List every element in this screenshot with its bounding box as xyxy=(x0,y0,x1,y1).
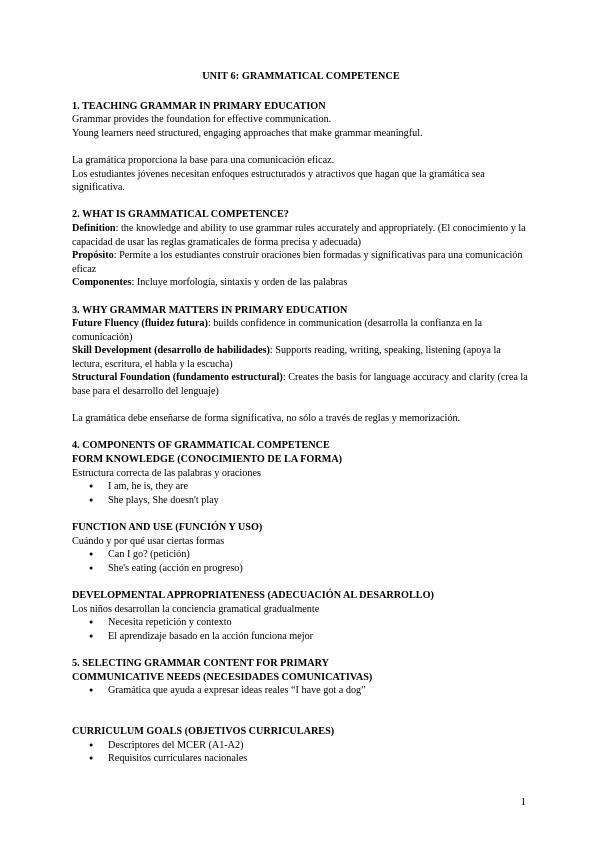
list-item: ● I am, he is, they are xyxy=(72,480,530,494)
list-item: ● Descriptores del MCER (A1-A2) xyxy=(72,739,530,753)
document-title: UNIT 6: GRAMMATICAL COMPETENCE xyxy=(202,71,400,82)
skill-development-paragraph xyxy=(72,344,530,371)
section-1-heading: 1. TEACHING GRAMMAR IN PRIMARY EDUCATION xyxy=(72,100,326,112)
definition-label: Definition xyxy=(72,222,116,234)
form-knowledge-heading: FORM KNOWLEDGE (CONOCIMIENTO DE LA FORMA) xyxy=(72,454,343,466)
structural-foundation-paragraph xyxy=(72,371,530,398)
structural-foundation-label: Structural Foundation (fundamento estructural) xyxy=(72,372,283,384)
list-item: ● El aprendizaje basado en la acción funciona mejor xyxy=(72,630,530,644)
s1-es-line-2: Los estudiantes jóvenes necesitan enfoques estructurados y atractivos que hagan que la gramática sea significativa. xyxy=(72,168,485,194)
purpose-text: : Permite a los estudiantes construir oraciones bien formadas y significativas para una comunicación eficaz xyxy=(72,250,523,275)
section-3-heading: 3. WHY GRAMMAR MATTERS IN PRIMARY EDUCATION xyxy=(72,304,348,316)
skill-development-label: Skill Development (desarrollo de habilidades) xyxy=(72,345,270,357)
form-knowledge-list xyxy=(72,480,530,507)
structural-foundation-text: : Creates the basis for language accuracy and clarity (crea la base para el desarrollo del lenguaje) xyxy=(72,372,528,398)
s1-es-line-1: La gramática proporciona la base para una comunicación eficaz. xyxy=(72,154,335,166)
developmental-heading: DEVELOPMENTAL APPROPRIATENESS (ADECUACIÓN AL DESARROLLO) xyxy=(72,589,434,601)
page-number: 1 xyxy=(520,796,526,808)
future-fluency-label: Future Fluency (fluidez futura) xyxy=(72,318,208,330)
list-item: ● She's eating (acción en progreso) xyxy=(72,562,530,576)
section-3-note: La gramática debe enseñarse de forma significativa, no sólo a través de reglas y memorización. xyxy=(72,413,461,425)
list-item: ● Can I go? (petición) xyxy=(72,548,530,562)
list-item: ● Necesita repetición y contexto xyxy=(72,616,530,630)
s1-en-line-2: Young learners need structured, engaging approaches that make grammar meaningful. xyxy=(72,127,423,139)
developmental-desc: Los niños desarrollan la conciencia gramatical gradualmente xyxy=(72,603,320,615)
communicative-needs-heading: COMMUNICATIVE NEEDS (NECESIDADES COMUNICATIVAS) xyxy=(72,671,373,683)
components-paragraph xyxy=(72,276,530,290)
form-knowledge-desc: Estructura correcta de las palabras y oraciones xyxy=(72,467,261,479)
list-item: ● Gramática que ayuda a expresar ideas reales “I have got a dog” xyxy=(72,684,530,698)
purpose-paragraph xyxy=(72,249,530,276)
skill-development-text: : Supports reading, writing, speaking, listening (apoya la lectura, escritura, el habla y la escucha) xyxy=(72,345,501,370)
section-5-heading: 5. SELECTING GRAMMAR CONTENT FOR PRIMARY xyxy=(72,657,329,669)
function-use-list xyxy=(72,548,530,575)
components-text: : Incluye morfología, sintaxis y orden de las palabras xyxy=(131,277,348,289)
communicative-needs-list xyxy=(72,684,530,698)
developmental-list xyxy=(72,616,530,643)
definition-text: : the knowledge and ability to use grammar rules accurately and appropriately. (El conocimiento y la capacidad de usar las reglas gramaticales de forma precisa y adecuada) xyxy=(72,222,526,248)
future-fluency-text: : builds confidence in communication (desarrolla la confianza en la comunicación) xyxy=(72,318,483,343)
future-fluency-paragraph xyxy=(72,317,530,344)
curriculum-goals-list xyxy=(72,739,530,766)
purpose-label: Propósito xyxy=(72,250,114,262)
function-use-desc: Cuándo y por qué usar ciertas formas xyxy=(72,535,225,547)
section-2-heading: 2. WHAT IS GRAMMATICAL COMPETENCE? xyxy=(72,209,289,221)
components-label: Componentes xyxy=(72,277,132,289)
list-item: ● She plays, She doesn't play xyxy=(72,494,530,508)
list-item: ● Requisitos curriculares nacionales xyxy=(72,752,530,766)
curriculum-goals-heading: CURRICULUM GOALS (OBJETIVOS CURRICULARES) xyxy=(72,725,335,737)
function-use-heading: FUNCTION AND USE (FUNCIÓN Y USO) xyxy=(72,522,263,533)
section-4-heading: 4. COMPONENTS OF GRAMMATICAL COMPETENCE xyxy=(72,440,330,452)
definition-paragraph xyxy=(72,222,530,249)
s1-en-line-1: Grammar provides the foundation for effective communication. xyxy=(72,114,332,126)
document-page xyxy=(72,70,530,766)
